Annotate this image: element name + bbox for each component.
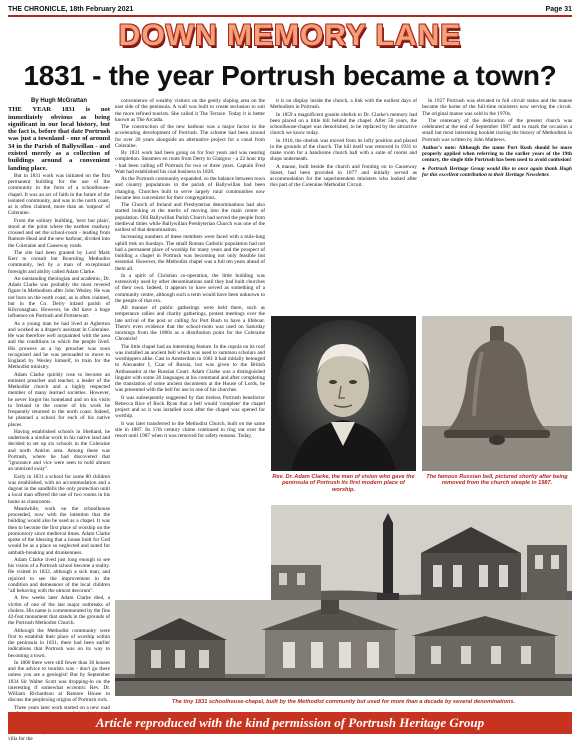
- article-paragraph: As the Portrush community expanded, so the balance between town and country populations in the parish of Ballywillan had been changing. Churches built to serve largely rural communities now became less convenient for their congregations.: [115, 176, 265, 201]
- article-paragraph: Adam Clarke lived just long enough to see his vision of a Portrush school become a reality. He visited in 1832, although a sick man, and rejoiced to see the improvement in the condition and demeanour of the local children "all behaving with the utmost decorum".: [8, 556, 110, 595]
- masthead-title: THE CHRONICLE, 18th February 2021: [8, 5, 134, 13]
- article-column-4: [422, 98, 572, 316]
- article-paragraph: Three years later work started on a new road villa for the: [8, 704, 110, 742]
- article-paragraph: Having established schools in Shetland, he undertook a similar work in his native land and decided to set up six schools in the Coleraine and north Antrim area. Among these was Portrush, where he had discovered that "ignorance and vice were seen to hold almost an unmixed sway".: [8, 428, 110, 473]
- article-column-3: [270, 98, 417, 316]
- russian-bell-photo: [422, 316, 572, 471]
- schoolhouse-chapel-photo: [115, 600, 572, 696]
- article-paragraph: Increasing numbers of these members were faced with a mile-long uphill trek on Sundays. The small Roman Catholic population had not had a permanent place of worship for many years and the prospect of building a chapel in Portrush was becoming not only feasible but essential. However, the Methodist chapel was a full ten years ahead of them all.: [115, 234, 265, 272]
- article-paragraph: Adam Clarke quickly rose to become an eminent preacher and teacher, a leader of the Methodist church and a highly respected member of many learned societies. However, he never forgot his homeland and on his visits to Ireland in the course of his work he frequently returned to the north coast. Indeed, he planned a school for each of his native places.: [8, 371, 110, 428]
- article-paragraph: An outstanding theologian and academic, Dr. Adam Clarke was probably the most revered figure in Methodism after John Wesley. He was not born on the north coast, as is often claimed, but in the Co. Derry inland parish of Kilcronaghan. However, he did have a huge influence on Portrush and Portstewart.: [8, 275, 110, 320]
- footer-credit-banner: Article reproduced with the kind permission of Portrush Heritage Group: [8, 712, 572, 734]
- article-paragraph: The little chapel had an interesting feature. In the cupola on its roof was installed an ancient bell which was used to summon scholars and worshippers alike. Cast in Amsterdam in 1681 it had initially belonged to Alexander I, Czar of Russia, but was given to the British Ambassador at the Russian Court. Adam Clarke was a distinguished linguist with some 20 languages at his command and after completing the translation of some ancient documents at the House of Lords, he was presented with the bell for use in one of his churches.: [115, 343, 265, 394]
- article-paragraph: As a young man he had lived at Agherton and worked as a draper's assistant in Coleraine. He was therefore well acquainted with the area and the conditions in which the people lived. His prowess as a lay preacher was soon recognised and he was persuaded to move to England by Wesley himself, to train for the Methodist ministry.: [8, 320, 110, 371]
- article-paragraph: The Church of Ireland and Presbyterian denominations had also started looking at the merits of moving into the main centre of population. Old Ballywillan Parish Church had served the people from medieval times while Ballywillan Presbyterian Church was one of the earliest of that denomination.: [115, 202, 265, 233]
- section-banner: [95, 19, 485, 53]
- article-paragraph: convenience of wealthy visitors on the gently sloping area on the east side of the peninsula. A wall was built to create seclusion to suit the more refined tourists. She called it The Terrace. Today it is better known as The Arcadia.: [115, 98, 265, 123]
- byline: By Hugh McGrattan: [30, 98, 87, 104]
- article-paragraph: All manner of public gatherings were held there, such as temperance rallies and charity gatherings, protest meetings over the late arrival of the post or calling for Port Rush to have a lifeboat. There's even evidence that the school-room was used on Saturday mornings from the 1860s as a distribution point for the Coleraine Chronicle!: [115, 305, 265, 343]
- article-paragraph: Meanwhile, work on the schoolhouse proceeded, now with the intention that the building would also be used as a chapel. It was then to become the first place of worship on the promontory since medieval times. Adam Clarke spoke of the blessing that a house built for God would be as a place so neglected and noted for sabbath-breaking and drunkenness.: [8, 505, 110, 556]
- article-paragraph: In 1800 there were still fewer than 30 houses and the advice to tourists was - don't go there unless you are a geologist! But by September 1834 Sir Walter Scott was dropping-in on the interesting if somewhat eccentric Rev. Dr. William Richardson at Ramore House to discuss the perplexing origins of Portrush rock.: [8, 659, 110, 704]
- article-paragraph: In 1859 a magnificent granite obelisk to Dr. Clarke's memory had been placed on a little hill behind the chapel. After 50 years, the schoolhouse-chapel was demolished, to be replaced by the attractive church we know today.: [270, 111, 417, 137]
- article-paragraph: Early in 1831 a school for some 80 children was established, with no accommodation and a dugout in the sandhills the only protection until a local man offered the use of two rooms in his home as classrooms.: [8, 473, 110, 505]
- masthead: [8, 3, 572, 15]
- article-paragraph: From the solitary building, 'next but plain', stood at the point where the earthen roadway crossed and set the school-room - leading from Ramore Head and the new harbour, divided into the Coleraine and Causeway roads.: [8, 217, 110, 249]
- bell-caption: The famous Russian bell, pictured shortly after being removed from the church steeple in 1987.: [426, 474, 568, 487]
- article-paragraph: But in 1831 work was initiated on the first permanent building for the use of the community in the form of a schoolhouse-chapel. It was an act of faith in the future of the isolated community, and was in the north coast, as is often claimed, more than an 'outpost' of Coleraine.: [8, 172, 110, 217]
- article-intro: THE YEAR 1831 is not immediately obvious as being significant in our local history, but the fact is, before that date Portrush was just a townland - one of around 34 in the Parish of Ballywillan - and existed merely as a collection of buildings around a convenient landing place.: [8, 106, 110, 172]
- adam-clarke-portrait: [271, 316, 416, 471]
- article-column-1: [8, 98, 110, 742]
- article-paragraph: By 1831 work had been going on for four years and was nearing completion. Steamers en route from Derry to Glasgow - a 22 hour trip - had been calling off Portrush for two or three years. Captain Fred Watt had established his coal business in 1828.: [115, 150, 265, 175]
- article-paragraph: It was subsequently suggested by that tireless Portrush benefactor Rebecca Rice of Rock Ryan that a bell would 'complete' the chapel project and so it was installed soon after the chapel was opened for worship.: [115, 394, 265, 420]
- article-paragraph: In 1910, the obelisk was moved from its lofty position and placed in the grounds of the church. The hill itself was removed in 1931 to make room for a handsome church hall with a suite of rooms and shops underneath.: [270, 137, 417, 163]
- article-paragraph: In 1927 Portrush was elevated to full circuit status and the manse became the home of the full-time ministers now serving the circuit. The original manse was sold in the 1970s.: [422, 98, 572, 117]
- masthead-rule: [8, 15, 572, 17]
- article-paragraph: A manse, built beside the church and fronting on to Causeway Street, had been provided in 1877 and initially served as accommodation for the superintendent ministers who looked after this part of the Coleraine Methodist Circuit.: [270, 163, 417, 189]
- portrait-caption: Rev. Dr. Adam Clarke, the man of vision who gave the peninsula of Portrush its first modern place of worship.: [272, 474, 415, 493]
- article-paragraph: it is on display inside the church, a link with the earliest days of Methodism in Portrush.: [270, 98, 417, 111]
- article-paragraph: The site had been granted by Lord Mark Kerr to consult but Bournling Methodist community, led by a man of exceptional foresight and ability called Adam Clarke.: [8, 249, 110, 275]
- banner-title: DOWN MEMORY LANE: [118, 19, 462, 52]
- heritage-thanks: ● Portrush Heritage Group would like to once again thank Hugh for this excellent contribution to their Heritage Newsletter.: [422, 165, 572, 178]
- article-paragraph: It was later transferred to the Methodist Church, built on the same site in 1887. Its 17th century chime continued to ring out over the resort until 1987 when it was removed for safety reasons. Today,: [115, 420, 265, 439]
- author-note: Author's note: Although the name Port Rush should be more properly applied when referring to the earlier years of the 19th century, the single title Portrush has been used to avoid confusion!: [422, 144, 572, 164]
- page-number: Page 31: [545, 5, 572, 13]
- article-paragraph: The centenary of the dedication of the present church was celebrated at the end of September 1987 and to mark the occasion a small but most interesting booklet tracing the history of Methodism in Portrush was written by John Mathews.: [422, 117, 572, 143]
- article-paragraph: Although the Methodist community were first to establish their place of worship within the peninsula in 1831, there had been earlier indications that Portrush was on its way to becoming a town.: [8, 627, 110, 659]
- article-paragraph: The construction of the new harbour was a major factor in the accelerating development of Portrush. The scheme had been around for over 20 years alongside an alternative project for a canal from Coleraine.: [115, 124, 265, 149]
- article-paragraph: In a spirit of Christian co-operation, the little building was extensively used by other denominations until they had built churches of their own. Indeed, it appears to have served as something of a community centre, although such a term would have been unknown to the people of that era.: [115, 272, 265, 304]
- page-title: 1831 - the year Portrush became a town?: [23, 60, 557, 91]
- schoolhouse-caption: The tiny 1831 schoolhouse-chapel, built by the Methodist community but used for more than a decade by several denominations.: [171, 699, 516, 705]
- article-paragraph: A few weeks later Adam Clarke died, a victim of one of the last major outbreaks of cholera. His name is commemorated by the fine 42-foot monument that stands in the grounds of the Portrush Methodist Church.: [8, 595, 110, 627]
